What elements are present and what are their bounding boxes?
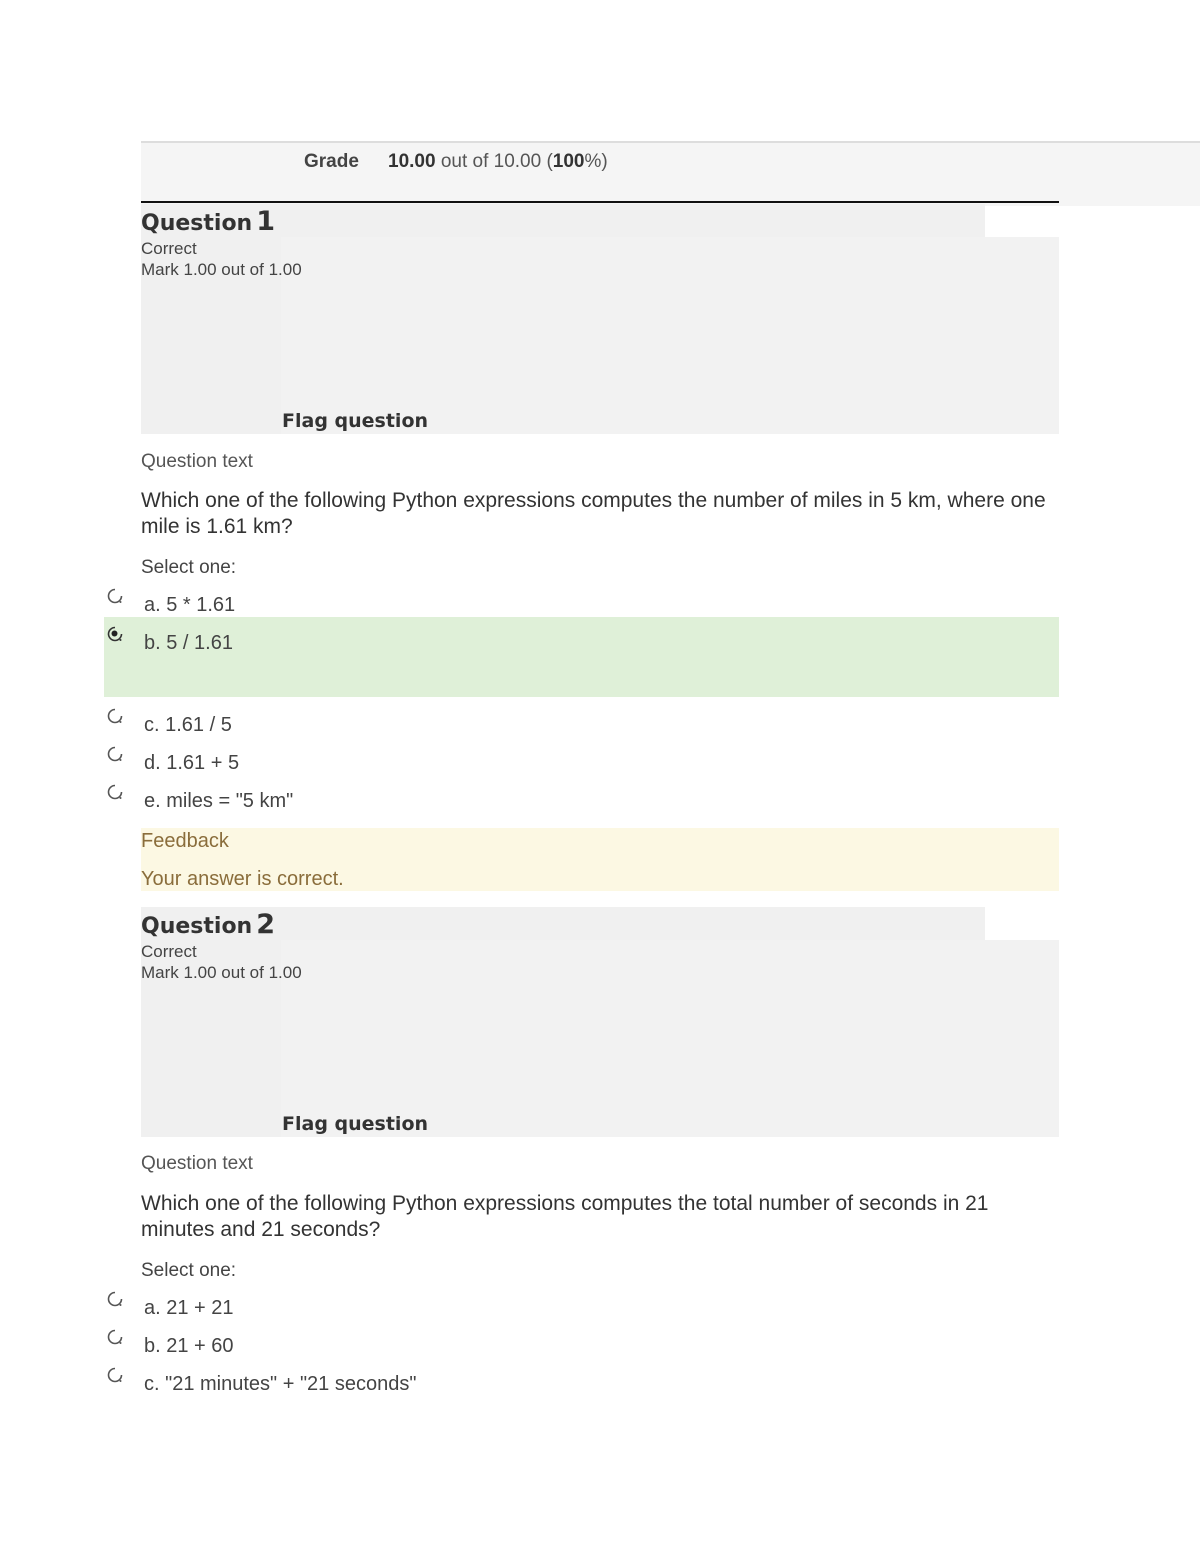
question-1-feedback-label: Feedback (141, 830, 229, 852)
question-2-option-b[interactable]: b. 21 + 60 (144, 1335, 234, 1357)
question-2-mark: Mark 1.00 out of 1.00 (141, 963, 302, 982)
question-1-option-a[interactable]: a. 5 * 1.61 (144, 594, 236, 616)
question-1-correct-answer-highlight (104, 617, 1059, 697)
question-1-feedback-text: Your answer is correct. (141, 868, 344, 890)
question-2-title-text: Question (141, 914, 253, 939)
radio-checked-icon[interactable] (106, 625, 124, 643)
question-2-number: 2 (256, 909, 276, 940)
question-2-text-label: Question text (141, 1153, 253, 1174)
question-2-flag-button[interactable]: Flag question (282, 1113, 429, 1135)
grade-out-of: out of 10.00 ( (435, 151, 553, 172)
radio-unchecked-icon[interactable] (106, 1328, 124, 1346)
question-1-text-label: Question text (141, 451, 253, 472)
radio-unchecked-icon[interactable] (106, 707, 124, 725)
question-2-option-c[interactable]: c. "21 minutes" + "21 seconds" (144, 1373, 417, 1395)
radio-unchecked-icon[interactable] (106, 745, 124, 763)
grade-percent: 100 (552, 151, 585, 172)
question-2-title (141, 909, 275, 940)
question-1-flag-button[interactable]: Flag question (282, 410, 429, 432)
question-1-option-d[interactable]: d. 1.61 + 5 (144, 752, 240, 774)
grade-summary (141, 141, 1200, 206)
question-1-prompt: Select one: (141, 557, 237, 578)
question-1-number: 1 (256, 206, 276, 237)
question-1-option-b[interactable]: b. 5 / 1.61 (144, 632, 233, 654)
question-1-mark: Mark 1.00 out of 1.00 (141, 260, 302, 279)
radio-unchecked-icon[interactable] (106, 587, 124, 605)
radio-unchecked-icon[interactable] (106, 1290, 124, 1308)
grade-score: 10.00 (388, 151, 436, 172)
radio-unchecked-icon[interactable] (106, 783, 124, 801)
question-2-option-a[interactable]: a. 21 + 21 (144, 1297, 234, 1319)
question-1-info-inner (281, 237, 1059, 434)
question-2-prompt: Select one: (141, 1260, 237, 1281)
grade-label: Grade (304, 151, 359, 172)
grade-value (388, 151, 608, 173)
question-1-text: Which one of the following Python expressions computes the number of miles in 5 km, where one mile is 1.61 km? (141, 489, 1046, 538)
question-2-info-inner (281, 940, 1059, 1137)
radio-unchecked-icon[interactable] (106, 1366, 124, 1384)
question-2-text: Which one of the following Python expressions computes the total number of seconds in 21 minutes and 21 seconds? (141, 1192, 989, 1241)
grade-suffix: %) (584, 151, 608, 172)
question-1-option-c[interactable]: c. 1.61 / 5 (144, 714, 232, 736)
question-1-state: Correct (141, 239, 197, 258)
question-1-option-e[interactable]: e. miles = "5 km" (144, 790, 294, 812)
summary-divider (141, 201, 1059, 203)
question-1-title (141, 206, 275, 237)
question-1-title-text: Question (141, 211, 253, 236)
question-2-state: Correct (141, 942, 197, 961)
